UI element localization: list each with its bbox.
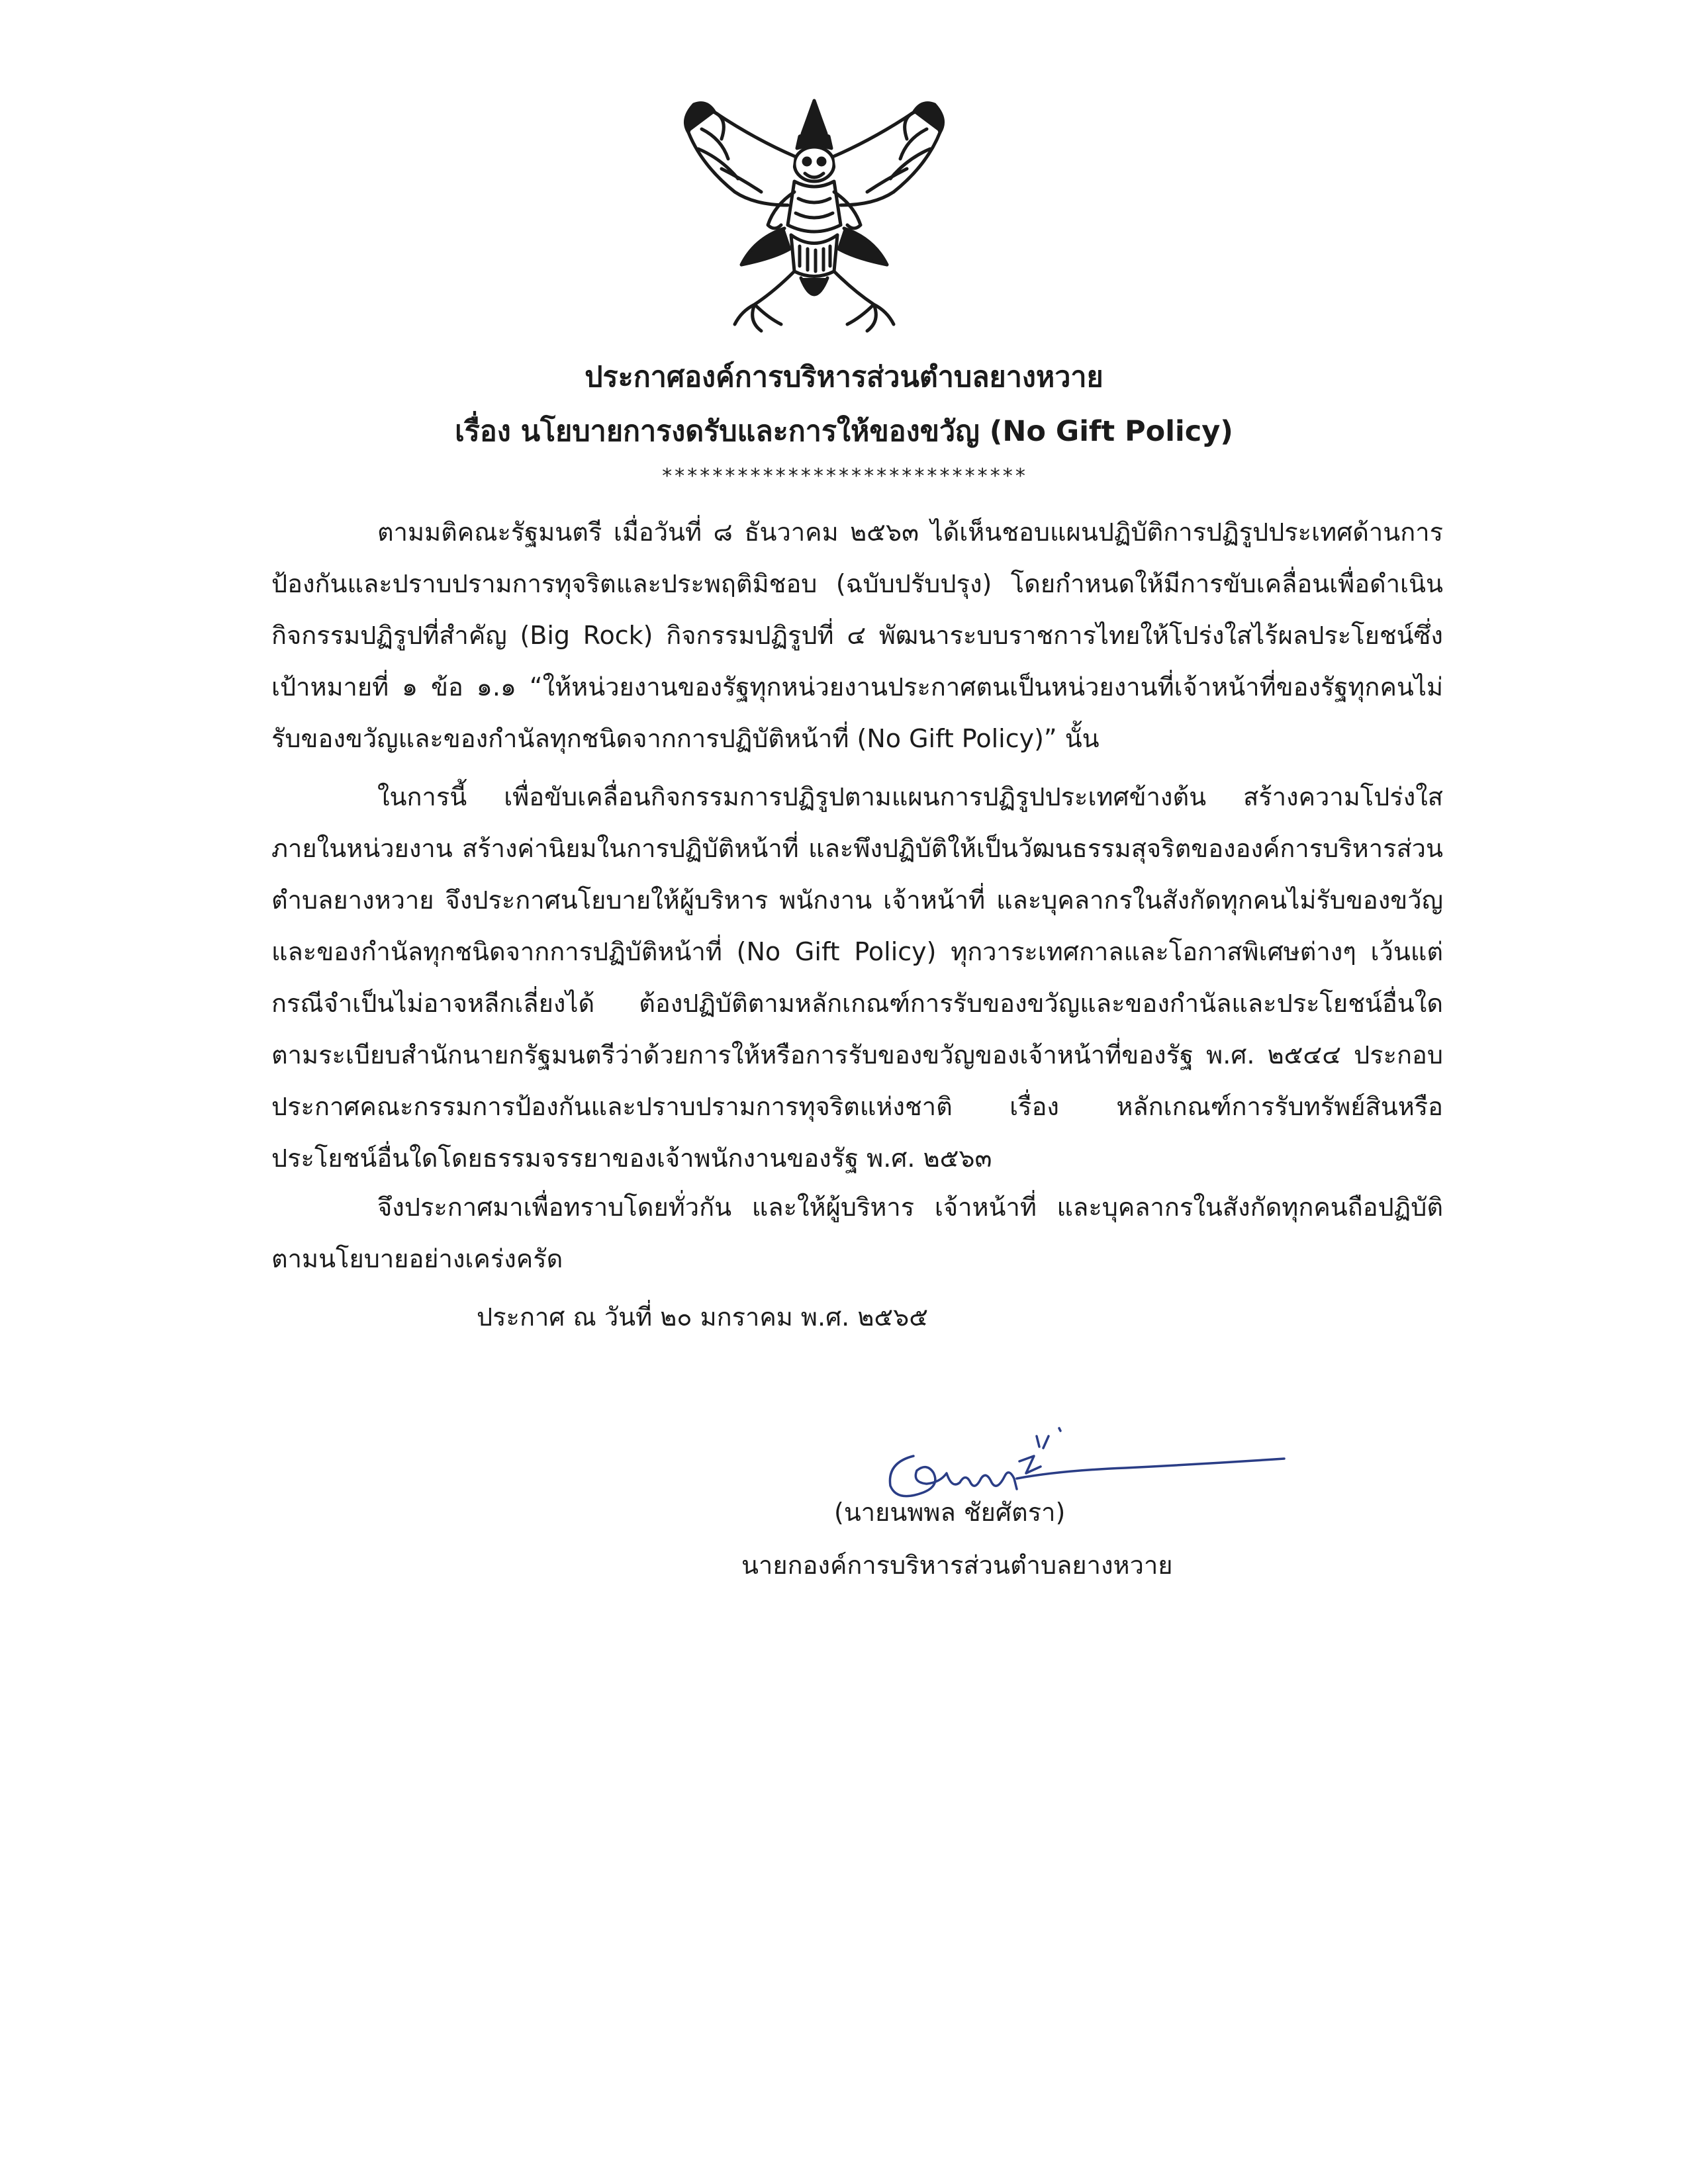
announcement-date: ประกาศ ณ วันที่ ๒๐ มกราคม พ.ศ. ๒๕๖๕ (477, 1302, 929, 1332)
body-paragraph: ตามมติคณะรัฐมนตรี เมื่อวันที่ ๘ ธันวาคม ๒๕๖๓ ได้เห็นชอบแผนปฏิบัติการปฏิรูปประเทศด้านการป้องกันและปราบปรามการทุจริตและประพฤติมิชอบ (ฉบับปรับปรุง) โดยกำหนดให้มีการขับเคลื่อนเพื่อดำเนินกิจกรรมปฏิรูปที่สำคัญ (Big Rock) กิจกรรมปฏิรูปที่ ๔ พัฒนาระบบราชการไทยให้โปร่งใสไร้ผลประโยชน์ซึ่งเป้าหมายที่ ๑ ข้อ ๑.๑ “ให้หน่วยงานของรัฐทุกหน่วยงานประกาศตนเป็นหน่วยงานที่เจ้าหน้าที่ของรัฐทุกคนไม่รับของขวัญและของกำนัลทุกชนิดจากการปฏิบัติหน้าที่ (No Gift Policy)” นั้น (271, 518, 1443, 753)
garuda-emblem-icon (675, 93, 953, 338)
body-paragraph: ในการนี้ เพื่อขับเคลื่อนกิจกรรมการปฏิรูปตามแผนการปฏิรูปประเทศข้างต้น สร้างความโปร่งใสภายในหน่วยงาน สร้างค่านิยมในการปฏิบัติหน้าที่ และพึงปฏิบัติให้เป็นวัฒนธรรมสุจริตขององค์การบริหารส่วนตำบลยางหวาย จึงประกาศนโยบายให้ผู้บริหาร พนักงาน เจ้าหน้าที่ และบุคลากรในสังกัดทุกคนไม่รับของขวัญและของกำนัลทุกชนิดจากการปฏิบัติหน้าที่ (No Gift Policy) ทุกวาระเทศกาลและโอกาสพิเศษต่างๆ เว้นแต่กรณีจำเป็นไม่อาจหลีกเลี่ยงได้ ต้องปฏิบัติตามหลักเกณฑ์การรับของขวัญและของกำนัลและประโยชน์อื่นใดตามระเบียบสำนักนายกรัฐมนตรีว่าด้วยการให้หรือการรับของขวัญของเจ้าหน้าที่ของรัฐ พ.ศ. ๒๕๔๔ ประกอบประกาศคณะกรรมการป้องกันและปราบปรามการทุจริตแห่งชาติ เรื่อง หลักเกณฑ์การรับทรัพย์สินหรือประโยชน์อื่นใดโดยธรรมจรรยาของเจ้าพนักงานของรัฐ พ.ศ. ๒๕๖๓ (271, 782, 1443, 1173)
body-paragraph: จึงประกาศมาเพื่อทราบโดยทั่วกัน และให้ผู้บริหาร เจ้าหน้าที่ และบุคลากรในสังกัดทุกคนถือปฏิบัติตามนโยบายอย่างเคร่งครัด (271, 1193, 1443, 1273)
announcement-title: ประกาศองค์การบริหารส่วนตำบลยางหวาย (585, 361, 1103, 394)
title-separator: ***************************** (661, 465, 1027, 488)
signer-name: (นายนพพล ชัยศัตรา) (834, 1498, 1066, 1527)
announcement-subject: เรื่อง นโยบายการงดรับและการให้ของขวัญ (No Gift Policy) (455, 415, 1233, 448)
signer-position: นายกองค์การบริหารส่วนตำบลยางหวาย (741, 1551, 1173, 1580)
